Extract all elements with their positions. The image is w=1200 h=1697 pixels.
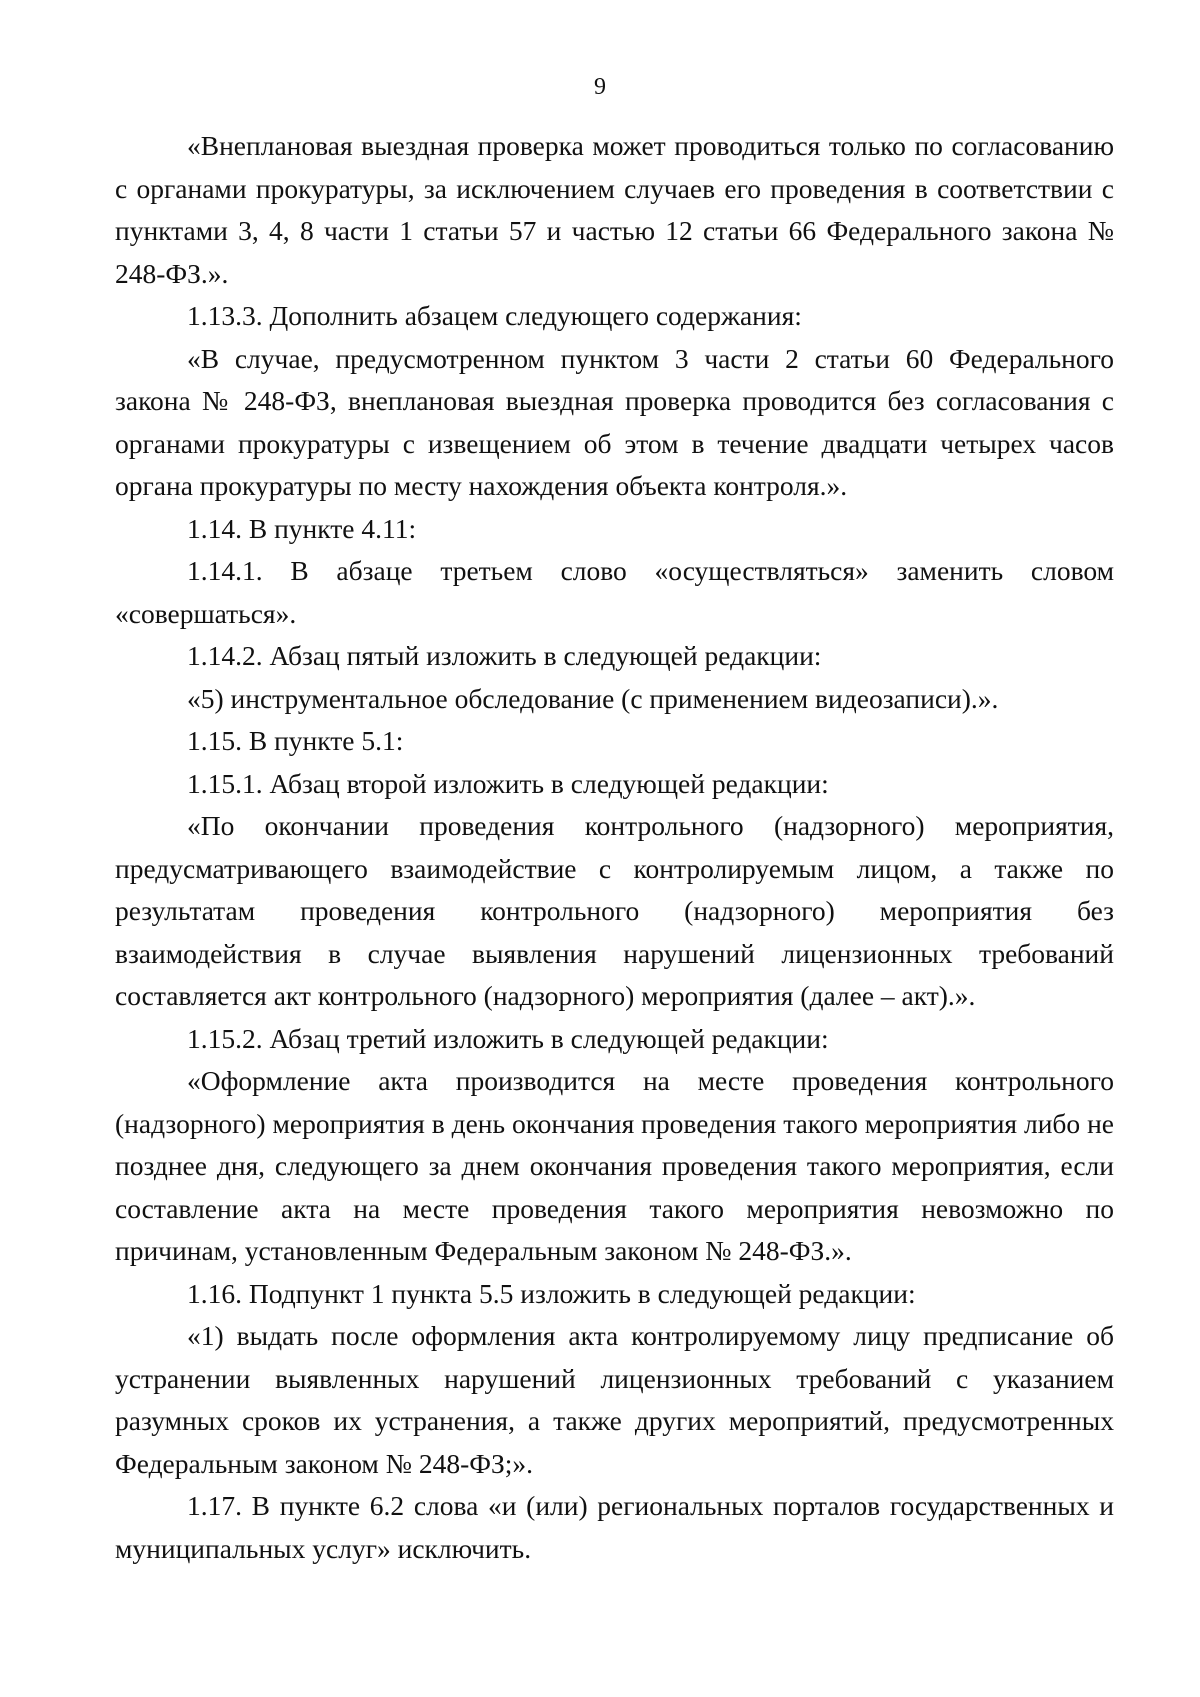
paragraph-1-13-3: 1.13.3. Дополнить абзацем следующего содержания: [187, 300, 802, 331]
paragraph-1-14-2: 1.14.2. Абзац пятый изложить в следующей редакции: [187, 640, 822, 671]
paragraph-1-15: 1.15. В пункте 5.1: [187, 725, 404, 756]
paragraph-1-15-2: 1.15.2. Абзац третий изложить в следующей редакции: [187, 1022, 829, 1054]
paragraph-prescription: «1) выдать после оформления акта контролируемому лицу предписание об устранении выявленных нарушений лицензионных требований с указанием разумных сроков их устранения, а также других мероприятий, предусмотренных Федеральным законом № 248-ФЗ;». [115, 1320, 1114, 1479]
paragraph-act-drafting: «По окончании проведения контрольного (надзорного) мероприятия, предусматривающего взаимодействие с контролируемым лицом, а также по результатам проведения контрольного (надзорного) мероприятия без взаимодействия в случае выявления нарушений лицензионных требований составляется акт контрольного (надзорного) мероприятия (далее – акт).». [115, 810, 1114, 1011]
paragraph-inspection-approval: «Внеплановая выездная проверка может проводиться только по согласованию с органами прокуратуры, за исключением случаев его проведения в соответствии с пунктами 3, 4, 8 части 1 статьи 57 и частью 12 статьи 66 Федерального закона № 248-ФЗ.». [115, 130, 1114, 289]
paragraph-1-17: 1.17. В пункте 6.2 слова «и (или) региональных порталов государственных и муниципальных услуг» исключить. [115, 1490, 1114, 1564]
paragraph-1-16: 1.16. Подпункт 1 пункта 5.5 изложить в следующей редакции: [187, 1277, 916, 1309]
paragraph-1-15-1: 1.15.1. Абзац второй изложить в следующей редакции: [187, 767, 829, 799]
paragraph-inspection-notice: «В случае, предусмотренном пунктом 3 части 2 статьи 60 Федерального закона № 248-ФЗ, внеплановая выездная проверка проводится без согласования с органами прокуратуры с извещением об этом в течение двадцати четырех часов органа прокуратуры по месту нахождения объекта контроля.». [115, 342, 1114, 501]
paragraph-act-registration: «Оформление акта производится на месте проведения контрольного (надзорного) мероприятия в день окончания проведения такого мероприятия либо не позднее дня, следующего за днем окончания проведения такого мероприятия, если составление акта на месте проведения такого мероприятия невозможно по причинам, установленным Федеральным законом № 248-ФЗ.». [115, 1065, 1114, 1266]
paragraph-1-14-1: 1.14.1. В абзаце третьем слово «осуществляться» заменить словом «совершаться». [115, 555, 1114, 629]
paragraph-instrumental-survey: «5) инструментальное обследование (с применением видеозаписи).». [187, 682, 999, 714]
page-number: 9 [594, 74, 606, 100]
paragraph-1-14: 1.14. В пункте 4.11: [187, 512, 417, 544]
document-body [115, 125, 1114, 1570]
